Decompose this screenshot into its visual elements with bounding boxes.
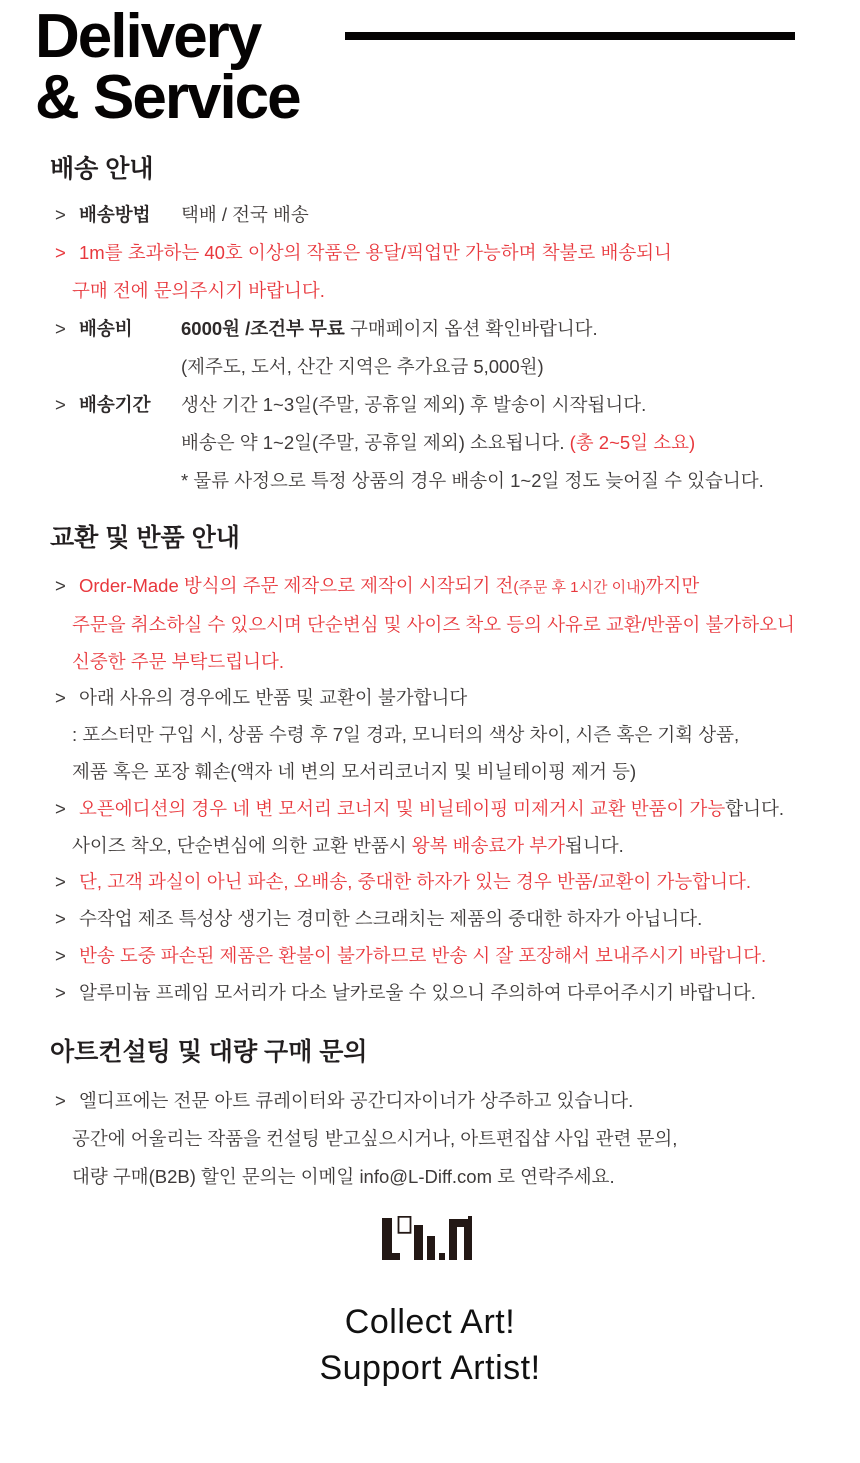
no-return-cases-text2: 제품 혹은 포장 훼손(액자 네 변의 모서리코너지 및 비닐테이핑 제거 등) [72,760,637,782]
bullet-marker: > [55,944,66,966]
bullet-marker: > [55,242,66,263]
bullet-marker: > [55,687,66,709]
aluminum-text: 알루미늄 프레임 모서리가 다소 날카로울 수 있으니 주의하여 다루어주시기 바랍니다. [79,981,756,1003]
no-return-intro-text: 아래 사유의 경우에도 반품 및 교환이 불가합니다 [79,687,468,709]
exchange-fee-red-text: 왕복 배송료가 부가 [411,834,566,856]
bullet-marker: > [55,1089,66,1111]
page-title-line2: & Service [35,63,300,132]
no-return-intro-line [0,680,860,717]
consulting-text2: 공간에 어울리는 작품을 컨설팅 받고싶으시거나, 아트편집샵 사입 관련 문의, [72,1127,678,1149]
shipping-period-value: 생산 기간 1~3일(주말, 공휴일 제외) 후 발송이 시작됩니다. [181,394,647,415]
exchange-fee-text-b: 됩니다. [565,834,624,856]
return-damage-line [0,938,860,975]
shipping-fee-value-rest: 구매페이지 옵션 확인바랍니다. [344,318,598,339]
cancel-policy-small-note: (주문 후 1시간 이내) [513,579,646,596]
shipping-fee-label: 배송비 [79,318,133,339]
cancel-policy-line1 [0,568,860,607]
shipping-section [0,152,860,500]
exchange-fee-line [0,828,860,865]
oversize-note-line1 [0,234,860,272]
oversize-note-text1: 1m를 초과하는 40호 이상의 작품은 용달/픽업만 가능하며 착불로 배송되니 [79,242,672,263]
shipping-period-text2: 배송은 약 1~2일(주말, 공휴일 제외) 소요됩니다. [181,432,570,453]
consulting-section [0,1035,860,1196]
bullet-marker: > [55,797,66,819]
consulting-line2 [0,1120,860,1158]
shipping-heading: 배송 안내 [50,155,154,183]
exchange-fee-text-a: 사이즈 착오, 단순변심에 의한 교환 반품시 [72,834,412,856]
no-return-cases-line1 [0,717,860,754]
consulting-text1: 엘디프에는 전문 아트 큐레이터와 공간디자이너가 상주하고 있습니다. [79,1089,634,1111]
scratch-line [0,901,860,938]
shipping-period-row [0,386,860,424]
bullet-marker: > [55,908,66,930]
open-edition-black-text: 합니다. [725,797,785,819]
bullet-marker: > [55,575,66,596]
shipping-method-label: 배송방법 [79,204,151,225]
l-diff-logo-icon [382,1216,479,1260]
cancel-policy-text1b: 까지만 [645,575,700,596]
shipping-fee-row [0,310,860,348]
slogan-line2: Support Artist! [319,1348,541,1387]
returns-heading: 교환 및 반품 안내 [50,524,240,552]
consulting-heading: 아트컨설팅 및 대량 구매 문의 [50,1037,368,1066]
bullet-marker: > [55,871,66,893]
no-return-cases-line2 [0,754,860,791]
page-title [35,0,860,132]
aluminum-line [0,975,860,1012]
bullet-marker: > [55,394,66,415]
shipping-fee-value-bold: 6000원 /조건부 무료 [181,318,345,339]
shipping-period-total-days: (총 2~5일 소요) [569,432,696,453]
shipping-period-note-line [0,462,860,500]
shipping-period-note-text: * 물류 사정으로 특정 상품의 경우 배송이 1~2일 정도 늦어질 수 있습니다. [181,470,764,491]
shipping-method-value: 택배 / 전국 배송 [181,204,309,225]
returns-section [0,521,860,1012]
oversize-note-text2: 구매 전에 문의주시기 바랍니다. [72,280,325,301]
defect-text: 단, 고객 과실이 아닌 파손, 오배송, 중대한 하자가 있는 경우 반품/교환이 가능합니다. [79,871,751,893]
consulting-email-text: 대량 구매(B2B) 할인 문의는 이메일 info@L-Diff.com 로 연락주세요. [72,1165,615,1187]
footer-logo-area [0,1216,860,1265]
title-divider-line [345,32,795,40]
cancel-policy-text1a: Order-Made 방식의 주문 제작으로 제작이 시작되기 전 [79,575,514,596]
return-damage-text: 반송 도중 파손된 제품은 환불이 불가하므로 반송 시 잘 포장해서 보내주시기 바랍니다. [79,944,767,966]
footer-slogan [0,1299,860,1391]
slogan-line1: Collect Art! [344,1302,516,1341]
cancel-policy-line2 [0,607,860,644]
consulting-line1 [0,1082,860,1120]
bullet-marker: > [55,318,66,339]
bullet-marker: > [55,981,66,1003]
defect-line [0,864,860,901]
no-return-cases-text1: : 포스터만 구입 시, 상품 수령 후 7일 경과, 모니터의 색상 차이, 시즌 혹은 기획 상품, [72,724,740,746]
cancel-policy-text2: 주문을 취소하실 수 있으시며 단순변심 및 사이즈 착오 등의 사유로 교환/반품이 불가하오니 [72,613,795,635]
shipping-period-label: 배송기간 [79,394,151,415]
open-edition-line [0,791,860,828]
oversize-note-line2 [0,272,860,310]
scratch-text: 수작업 제조 특성상 생기는 경미한 스크래치는 제품의 중대한 하자가 아닙니다. [79,908,703,930]
shipping-period-line2 [0,424,860,462]
cancel-policy-text3: 신중한 주문 부탁드립니다. [72,650,285,672]
shipping-fee-extra-text: (제주도, 도서, 산간 지역은 추가요금 5,000원) [181,356,544,377]
bullet-marker: > [55,204,66,225]
shipping-fee-extra-line [0,348,860,386]
open-edition-red-text: 오픈에디션의 경우 네 변 모서리 코너지 및 비닐테이핑 미제거시 교환 반품이 가능 [79,797,726,819]
cancel-policy-line3 [0,644,860,681]
page-title-line1: Delivery [35,2,261,71]
consulting-line3 [0,1158,860,1196]
shipping-method-row [0,196,860,234]
